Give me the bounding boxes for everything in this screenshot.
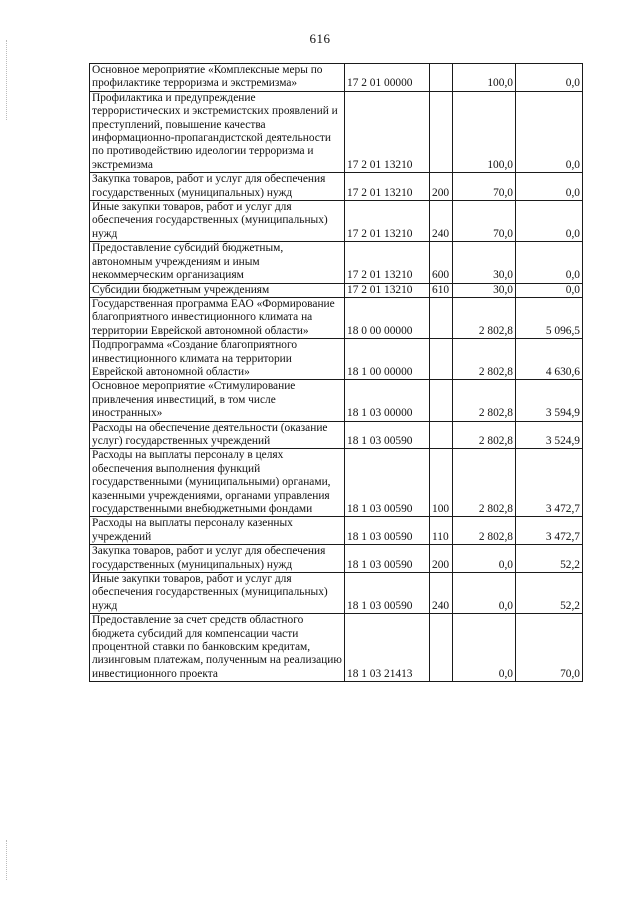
cell-amount-1: 2 802,8 bbox=[453, 339, 516, 380]
cell-amount-2: 3 594,9 bbox=[516, 380, 583, 421]
cell-target-code: 18 1 03 00590 bbox=[345, 517, 430, 545]
table-row bbox=[90, 283, 583, 297]
cell-amount-1: 0,0 bbox=[453, 573, 516, 614]
cell-expense-type bbox=[430, 339, 453, 380]
cell-amount-2: 5 096,5 bbox=[516, 297, 583, 338]
cell-name: Государственная программа ЕАО «Формирование благоприятного инвестиционного климата на территории Еврейской автономной области» bbox=[90, 297, 345, 338]
cell-amount-1: 2 802,8 bbox=[453, 421, 516, 449]
cell-target-code: 17 2 01 13210 bbox=[345, 201, 430, 242]
table-row bbox=[90, 380, 583, 421]
table-row bbox=[90, 91, 583, 172]
cell-amount-1: 100,0 bbox=[453, 91, 516, 172]
cell-amount-1: 0,0 bbox=[453, 545, 516, 573]
cell-amount-2: 0,0 bbox=[516, 173, 583, 201]
cell-expense-type: 240 bbox=[430, 573, 453, 614]
cell-amount-2: 70,0 bbox=[516, 614, 583, 682]
cell-amount-2: 4 630,6 bbox=[516, 339, 583, 380]
cell-amount-2: 52,2 bbox=[516, 573, 583, 614]
cell-amount-2: 0,0 bbox=[516, 91, 583, 172]
cell-expense-type: 600 bbox=[430, 242, 453, 283]
cell-amount-2: 3 472,7 bbox=[516, 517, 583, 545]
cell-target-code: 17 2 01 13210 bbox=[345, 91, 430, 172]
table-row bbox=[90, 173, 583, 201]
cell-amount-2: 3 524,9 bbox=[516, 421, 583, 449]
cell-name: Основное мероприятие «Комплексные меры по профилактике терроризма и экстремизма» bbox=[90, 64, 345, 92]
cell-amount-1: 100,0 bbox=[453, 64, 516, 92]
cell-amount-2: 0,0 bbox=[516, 201, 583, 242]
cell-target-code: 18 1 00 00000 bbox=[345, 339, 430, 380]
cell-amount-2: 0,0 bbox=[516, 242, 583, 283]
cell-name: Предоставление за счет средств областного бюджета субсидий для компенсации части процентной ставки по банковским кредитам, лизинговым платежам, полученным на реализацию инвестиционного проекта bbox=[90, 614, 345, 682]
cell-name: Закупка товаров, работ и услуг для обеспечения государственных (муниципальных) нужд bbox=[90, 545, 345, 573]
cell-target-code: 18 1 03 00590 bbox=[345, 573, 430, 614]
cell-name: Подпрограмма «Создание благоприятного инвестиционного климата на территории Еврейской автономной области» bbox=[90, 339, 345, 380]
cell-amount-2: 52,2 bbox=[516, 545, 583, 573]
cell-expense-type bbox=[430, 91, 453, 172]
cell-expense-type bbox=[430, 380, 453, 421]
cell-target-code: 18 1 03 00590 bbox=[345, 545, 430, 573]
cell-amount-1: 2 802,8 bbox=[453, 297, 516, 338]
table-row bbox=[90, 201, 583, 242]
cell-target-code: 17 2 01 13210 bbox=[345, 283, 430, 297]
cell-amount-1: 2 802,8 bbox=[453, 449, 516, 517]
cell-amount-2: 0,0 bbox=[516, 64, 583, 92]
scan-margin-marks bbox=[6, 40, 10, 120]
cell-expense-type: 240 bbox=[430, 201, 453, 242]
cell-target-code: 18 0 00 00000 bbox=[345, 297, 430, 338]
cell-name: Основное мероприятие «Стимулирование привлечения инвестиций, в том числе иностранных» bbox=[90, 380, 345, 421]
cell-target-code: 18 1 03 21413 bbox=[345, 614, 430, 682]
cell-name: Расходы на выплаты персоналу казенных учреждений bbox=[90, 517, 345, 545]
cell-target-code: 18 1 03 00590 bbox=[345, 421, 430, 449]
cell-name: Закупка товаров, работ и услуг для обеспечения государственных (муниципальных) нужд bbox=[90, 173, 345, 201]
cell-expense-type bbox=[430, 64, 453, 92]
cell-expense-type: 200 bbox=[430, 545, 453, 573]
cell-expense-type: 200 bbox=[430, 173, 453, 201]
cell-name: Предоставление субсидий бюджетным, автономным учреждениям и иным некоммерческим организациям bbox=[90, 242, 345, 283]
table-row bbox=[90, 339, 583, 380]
cell-name: Иные закупки товаров, работ и услуг для обеспечения государственных (муниципальных) нужд bbox=[90, 573, 345, 614]
cell-name: Расходы на выплаты персоналу в целях обеспечения выполнения функций государственными (муниципальными) органами, казенными учреждениями, органами управления государственными внебюджетными фондами bbox=[90, 449, 345, 517]
table-row bbox=[90, 573, 583, 614]
cell-amount-1: 2 802,8 bbox=[453, 380, 516, 421]
budget-table-body bbox=[90, 64, 583, 682]
page-number: 616 bbox=[309, 31, 331, 46]
budget-table bbox=[89, 63, 583, 682]
cell-expense-type: 110 bbox=[430, 517, 453, 545]
cell-name: Профилактика и предупреждение террористических и экстремистских проявлений и преступлений, повышение качества информационно-пропагандистской деятельности по противодействию идеологии терроризма и экстремизма bbox=[90, 91, 345, 172]
cell-target-code: 17 2 01 13210 bbox=[345, 242, 430, 283]
cell-amount-1: 70,0 bbox=[453, 173, 516, 201]
table-row bbox=[90, 421, 583, 449]
cell-expense-type: 100 bbox=[430, 449, 453, 517]
table-row bbox=[90, 614, 583, 682]
table-row bbox=[90, 64, 583, 92]
table-row bbox=[90, 517, 583, 545]
cell-amount-1: 30,0 bbox=[453, 283, 516, 297]
cell-expense-type bbox=[430, 297, 453, 338]
cell-name: Расходы на обеспечение деятельности (оказание услуг) государственных учреждений bbox=[90, 421, 345, 449]
scan-margin-marks-lower bbox=[6, 840, 10, 880]
cell-amount-1: 70,0 bbox=[453, 201, 516, 242]
cell-amount-2: 0,0 bbox=[516, 283, 583, 297]
cell-expense-type: 610 bbox=[430, 283, 453, 297]
cell-name: Субсидии бюджетным учреждениям bbox=[90, 283, 345, 297]
cell-target-code: 18 1 03 00590 bbox=[345, 449, 430, 517]
table-row bbox=[90, 449, 583, 517]
cell-target-code: 17 2 01 00000 bbox=[345, 64, 430, 92]
table-row bbox=[90, 545, 583, 573]
cell-amount-2: 3 472,7 bbox=[516, 449, 583, 517]
cell-expense-type bbox=[430, 614, 453, 682]
cell-name: Иные закупки товаров, работ и услуг для обеспечения государственных (муниципальных) нужд bbox=[90, 201, 345, 242]
cell-amount-1: 0,0 bbox=[453, 614, 516, 682]
cell-target-code: 17 2 01 13210 bbox=[345, 173, 430, 201]
table-row bbox=[90, 297, 583, 338]
cell-expense-type bbox=[430, 421, 453, 449]
cell-amount-1: 2 802,8 bbox=[453, 517, 516, 545]
cell-amount-1: 30,0 bbox=[453, 242, 516, 283]
cell-target-code: 18 1 03 00000 bbox=[345, 380, 430, 421]
table-row bbox=[90, 242, 583, 283]
